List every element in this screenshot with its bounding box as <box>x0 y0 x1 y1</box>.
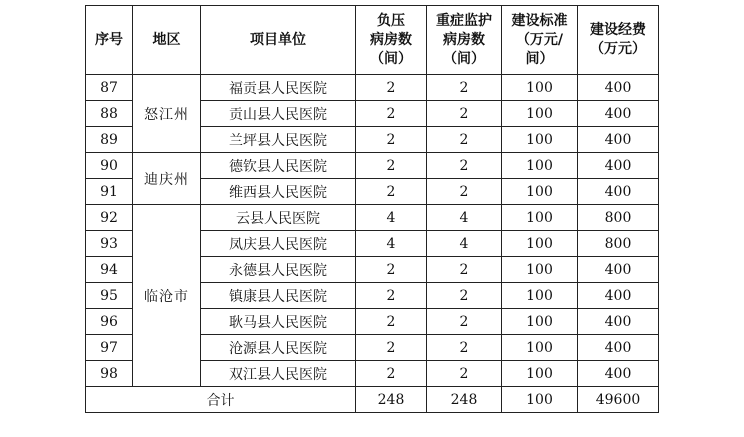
header-neg-line-2: 病房数 <box>370 31 412 48</box>
header-neg-pressure <box>356 6 427 75</box>
cell-seq: 95 <box>86 283 133 309</box>
header-neg-line-1: 负压 <box>377 12 405 29</box>
header-row <box>86 6 659 75</box>
cell-cost: 400 <box>578 101 659 127</box>
cell-icu: 2 <box>427 257 502 283</box>
cell-std: 100 <box>502 309 578 335</box>
cell-seq: 96 <box>86 309 133 335</box>
cell-std: 100 <box>502 283 578 309</box>
total-label: 合计 <box>86 387 356 413</box>
cell-cost: 800 <box>578 231 659 257</box>
cell-seq: 89 <box>86 127 133 153</box>
cell-seq: 90 <box>86 153 133 179</box>
cell-seq: 97 <box>86 335 133 361</box>
cell-std: 100 <box>502 335 578 361</box>
total-cost: 49600 <box>578 387 659 413</box>
header-icu-line-2: 病房数 <box>443 31 485 48</box>
cell-cost: 400 <box>578 127 659 153</box>
cell-unit: 耿马县人民医院 <box>201 309 356 335</box>
cell-neg: 2 <box>356 101 427 127</box>
cell-unit: 永德县人民医院 <box>201 257 356 283</box>
cell-cost: 400 <box>578 257 659 283</box>
cell-icu: 4 <box>427 205 502 231</box>
cell-std: 100 <box>502 101 578 127</box>
cell-cost: 400 <box>578 309 659 335</box>
cell-seq: 93 <box>86 231 133 257</box>
cell-icu: 2 <box>427 153 502 179</box>
total-neg: 248 <box>356 387 427 413</box>
cell-neg: 2 <box>356 179 427 205</box>
cell-neg: 2 <box>356 335 427 361</box>
cell-seq: 94 <box>86 257 133 283</box>
cell-unit: 凤庆县人民医院 <box>201 231 356 257</box>
cell-cost: 800 <box>578 205 659 231</box>
cell-cost: 400 <box>578 361 659 387</box>
cell-region-diqing: 迪庆州 <box>133 153 201 205</box>
cell-region-lincang: 临沧市 <box>133 205 201 387</box>
cell-icu: 2 <box>427 75 502 101</box>
cell-unit: 沧源县人民医院 <box>201 335 356 361</box>
header-std-line-3: 间） <box>525 50 554 67</box>
cell-unit: 双江县人民医院 <box>201 361 356 387</box>
cell-cost: 400 <box>578 75 659 101</box>
cell-neg: 4 <box>356 205 427 231</box>
cell-icu: 2 <box>427 335 502 361</box>
cell-region-nujiang: 怒江州 <box>133 75 201 153</box>
cell-std: 100 <box>502 205 578 231</box>
cell-unit: 兰坪县人民医院 <box>201 127 356 153</box>
cell-std: 100 <box>502 153 578 179</box>
cell-icu: 4 <box>427 231 502 257</box>
cell-neg: 2 <box>356 127 427 153</box>
cell-neg: 2 <box>356 75 427 101</box>
cell-cost: 400 <box>578 179 659 205</box>
header-std-line-2: （万元/ <box>515 31 564 48</box>
header-icu <box>427 6 502 75</box>
cell-std: 100 <box>502 127 578 153</box>
header-cost-line-1: 建设经费 <box>590 22 646 38</box>
cell-neg: 2 <box>356 309 427 335</box>
cell-cost: 400 <box>578 153 659 179</box>
cell-neg: 2 <box>356 257 427 283</box>
cell-std: 100 <box>502 231 578 257</box>
header-std-line-1: 建设标准 <box>511 12 568 29</box>
cell-neg: 4 <box>356 231 427 257</box>
cell-unit: 镇康县人民医院 <box>201 283 356 309</box>
total-std: 100 <box>502 387 578 413</box>
cell-neg: 2 <box>356 283 427 309</box>
cell-seq: 91 <box>86 179 133 205</box>
header-seq: 序号 <box>86 6 133 75</box>
header-standard <box>502 6 578 75</box>
table-row <box>86 205 659 231</box>
header-unit: 项目单位 <box>201 6 356 75</box>
total-icu: 248 <box>427 387 502 413</box>
cell-seq: 88 <box>86 101 133 127</box>
cell-cost: 400 <box>578 283 659 309</box>
cell-seq: 92 <box>86 205 133 231</box>
cell-unit: 贡山县人民医院 <box>201 101 356 127</box>
cell-icu: 2 <box>427 101 502 127</box>
cell-unit: 德钦县人民医院 <box>201 153 356 179</box>
header-icu-line-3: （间） <box>443 50 485 67</box>
cell-icu: 2 <box>427 361 502 387</box>
table-row <box>86 75 659 101</box>
cell-icu: 2 <box>427 127 502 153</box>
cell-seq: 98 <box>86 361 133 387</box>
cell-unit: 福贡县人民医院 <box>201 75 356 101</box>
header-cost <box>578 6 659 75</box>
cell-neg: 2 <box>356 361 427 387</box>
cell-unit: 维西县人民医院 <box>201 179 356 205</box>
cell-icu: 2 <box>427 309 502 335</box>
header-neg-line-3: （间） <box>370 50 412 67</box>
header-region: 地区 <box>133 6 201 75</box>
header-cost-line-2: （万元） <box>590 41 646 57</box>
cell-icu: 2 <box>427 179 502 205</box>
cell-std: 100 <box>502 361 578 387</box>
cell-neg: 2 <box>356 153 427 179</box>
cell-unit: 云县人民医院 <box>201 205 356 231</box>
header-icu-line-1: 重症监护 <box>436 12 492 29</box>
cell-seq: 87 <box>86 75 133 101</box>
hospital-construction-table <box>85 5 659 413</box>
cell-std: 100 <box>502 75 578 101</box>
table-row <box>86 153 659 179</box>
cell-cost: 400 <box>578 335 659 361</box>
cell-std: 100 <box>502 179 578 205</box>
cell-icu: 2 <box>427 283 502 309</box>
total-row <box>86 387 659 413</box>
cell-std: 100 <box>502 257 578 283</box>
